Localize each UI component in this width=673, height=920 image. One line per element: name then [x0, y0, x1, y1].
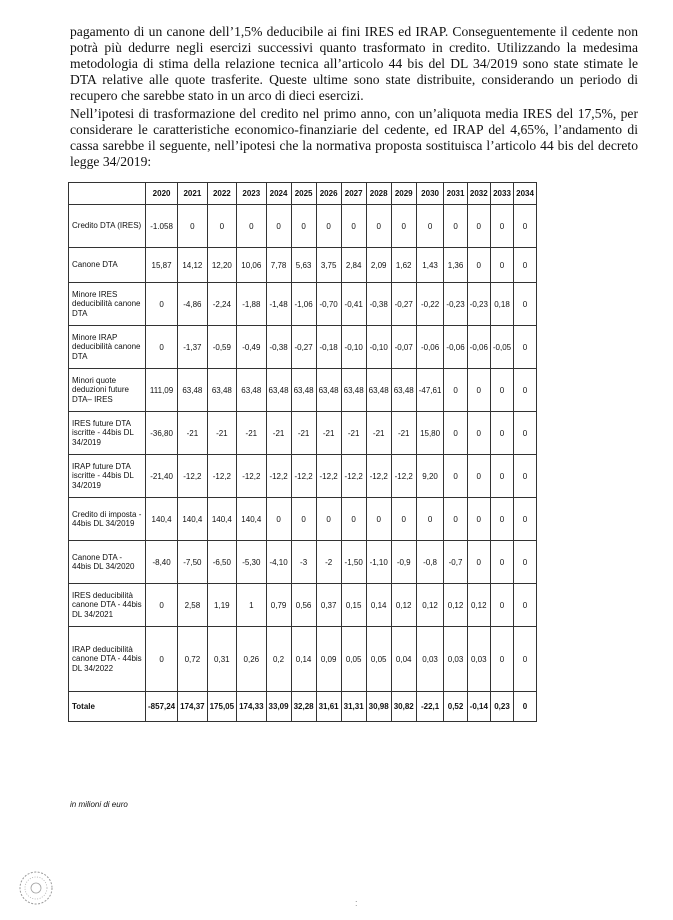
table-cell: 0: [316, 205, 341, 248]
table-cell: 15,87: [146, 248, 178, 283]
table-cell: -0,8: [416, 541, 444, 584]
table-cell: 0,26: [237, 627, 266, 692]
table-cell: 63,48: [391, 369, 416, 412]
table-row: [69, 369, 537, 412]
table-cell: 0,12: [416, 584, 444, 627]
table-cell: 140,4: [178, 498, 207, 541]
table-cell: 0: [391, 498, 416, 541]
table-cell: 0: [514, 627, 537, 692]
table-cell: -1,50: [341, 541, 366, 584]
table-cell: -47,61: [416, 369, 444, 412]
table-cell: 30,98: [366, 692, 391, 722]
table-cell: -21: [291, 412, 316, 455]
table-cell: 0: [444, 369, 467, 412]
table-cell: -21: [366, 412, 391, 455]
table-cell: -12,2: [291, 455, 316, 498]
table-cell: 0: [366, 498, 391, 541]
table-cell: 0: [467, 205, 490, 248]
table-cell: -0,27: [291, 326, 316, 369]
table-cell: -12,2: [316, 455, 341, 498]
table-cell: 0,52: [444, 692, 467, 722]
table-cell: -0,07: [391, 326, 416, 369]
table-cell: 0: [237, 205, 266, 248]
table-cell: 0: [416, 498, 444, 541]
table-cell: 0: [490, 205, 513, 248]
year-header: 2020: [146, 183, 178, 205]
paragraph-1: pagamento di un canone dell’1,5% deducibile ai fini IRES ed IRAP. Conseguentemente il cedente non potrà più dedurre negli esercizi successivi quanto trasformato in credito. Utilizzando la medesima metodologia di stima della relazione tecnica all’articolo 44 bis del DL 34/2019 sono state stimate le DTA relative alle quote trasferite. Queste ultime sono state distribuite, considerando un periodo di recupero che sarebbe stato in un arco di dieci esercizi.: [70, 23, 638, 104]
table-cell: 7,78: [266, 248, 291, 283]
table-cell: 0,03: [416, 627, 444, 692]
row-label: Credito di imposta - 44bis DL 34/2019: [69, 498, 146, 541]
table-cell: -0,06: [444, 326, 467, 369]
table-cell: -21: [207, 412, 236, 455]
table-row: [69, 412, 537, 455]
table-cell: -2,24: [207, 283, 236, 326]
table-cell: 174,37: [178, 692, 207, 722]
year-header: 2033: [490, 183, 513, 205]
table-cell: -12,2: [178, 455, 207, 498]
table-cell: 0: [514, 498, 537, 541]
table-row: [69, 205, 537, 248]
table-cell: 0: [514, 541, 537, 584]
table-cell: 0: [490, 541, 513, 584]
year-header: 2031: [444, 183, 467, 205]
table-body: [69, 205, 537, 722]
table-cell: -12,2: [207, 455, 236, 498]
table-cell: 1,43: [416, 248, 444, 283]
table-cell: -857,24: [146, 692, 178, 722]
table-cell: -3: [291, 541, 316, 584]
table-cell: -0,38: [266, 326, 291, 369]
table-cell: -0,41: [341, 283, 366, 326]
table-cell: 174,33: [237, 692, 266, 722]
year-header: 2028: [366, 183, 391, 205]
table-cell: 1: [237, 584, 266, 627]
year-header: 2034: [514, 183, 537, 205]
table-cell: 0: [146, 283, 178, 326]
table-cell: -0,59: [207, 326, 236, 369]
table-cell: 0: [467, 498, 490, 541]
table-cell: 0: [444, 498, 467, 541]
table-cell: -21: [237, 412, 266, 455]
table-cell: -0,70: [316, 283, 341, 326]
row-label: IRAP deducibilità canone DTA - 44bis DL 34/2022: [69, 627, 146, 692]
table-cell: 0: [391, 205, 416, 248]
table-cell: -4,86: [178, 283, 207, 326]
table-row: [69, 627, 537, 692]
table-cell: 9,20: [416, 455, 444, 498]
unit-note: in milioni di euro: [70, 800, 128, 809]
table-cell: -1,10: [366, 541, 391, 584]
table-header-row: [69, 183, 537, 205]
table-cell: 0: [514, 584, 537, 627]
table-cell: 1,62: [391, 248, 416, 283]
table-cell: 0: [341, 205, 366, 248]
table-cell: -0,22: [416, 283, 444, 326]
table-cell: 0: [490, 369, 513, 412]
year-header: 2023: [237, 183, 266, 205]
table-cell: 2,09: [366, 248, 391, 283]
table-cell: 0,09: [316, 627, 341, 692]
table-cell: 0: [266, 498, 291, 541]
table-cell: 0: [316, 498, 341, 541]
table-cell: 12,20: [207, 248, 236, 283]
cash-flow-table: [68, 182, 537, 722]
table-cell: 0: [467, 248, 490, 283]
table-row: [69, 326, 537, 369]
table-cell: 0: [514, 326, 537, 369]
table-cell: 2,84: [341, 248, 366, 283]
table-cell: -0,49: [237, 326, 266, 369]
table-cell: 0,12: [391, 584, 416, 627]
table-cell: 0,03: [444, 627, 467, 692]
table-cell: -21: [266, 412, 291, 455]
table-cell: 63,48: [316, 369, 341, 412]
table-cell: -1,88: [237, 283, 266, 326]
table-cell: -6,50: [207, 541, 236, 584]
table-cell: -0,27: [391, 283, 416, 326]
table-cell: 0: [444, 205, 467, 248]
table-cell: 0: [266, 205, 291, 248]
table-cell: 32,28: [291, 692, 316, 722]
table-cell: 0: [416, 205, 444, 248]
table-cell: -0,38: [366, 283, 391, 326]
table-cell: -0,18: [316, 326, 341, 369]
table-cell: -36,80: [146, 412, 178, 455]
table-cell: 0: [341, 498, 366, 541]
table-cell: 0: [490, 412, 513, 455]
table-cell: -0,9: [391, 541, 416, 584]
table-cell: -22,1: [416, 692, 444, 722]
table-row: [69, 692, 537, 722]
row-label: Canone DTA - 44bis DL 34/2020: [69, 541, 146, 584]
table-cell: 0: [146, 627, 178, 692]
table-cell: -0,06: [467, 326, 490, 369]
table-cell: 0: [291, 498, 316, 541]
table-cell: -2: [316, 541, 341, 584]
year-header: 2030: [416, 183, 444, 205]
table-cell: -0,10: [341, 326, 366, 369]
table-cell: 63,48: [291, 369, 316, 412]
row-label: Minore IRAP deducibilità canone DTA: [69, 326, 146, 369]
table-cell: 0,23: [490, 692, 513, 722]
table-cell: 0,05: [366, 627, 391, 692]
table-cell: 0,79: [266, 584, 291, 627]
table-cell: -5,30: [237, 541, 266, 584]
table-cell: 10,06: [237, 248, 266, 283]
table-cell: 0,05: [341, 627, 366, 692]
table-cell: -21: [316, 412, 341, 455]
table-cell: 0,56: [291, 584, 316, 627]
table-cell: 63,48: [178, 369, 207, 412]
table-cell: 111,09: [146, 369, 178, 412]
table-cell: 0,12: [467, 584, 490, 627]
year-header: 2026: [316, 183, 341, 205]
table-cell: 0: [178, 205, 207, 248]
table-cell: 0,2: [266, 627, 291, 692]
table-cell: 0,15: [341, 584, 366, 627]
table-cell: -7,50: [178, 541, 207, 584]
table-cell: 0: [514, 248, 537, 283]
table-row: [69, 541, 537, 584]
table-cell: -21: [178, 412, 207, 455]
row-label: IRES future DTA iscritte - 44bis DL 34/2019: [69, 412, 146, 455]
row-label: Canone DTA: [69, 248, 146, 283]
year-header: 2025: [291, 183, 316, 205]
table-cell: 0: [490, 248, 513, 283]
table-cell: 0,14: [291, 627, 316, 692]
table-cell: 0: [146, 584, 178, 627]
table-cell: 63,48: [266, 369, 291, 412]
table-cell: 0: [467, 541, 490, 584]
year-header: 2032: [467, 183, 490, 205]
row-label: Totale: [69, 692, 146, 722]
table-cell: 63,48: [207, 369, 236, 412]
table-cell: 0: [490, 455, 513, 498]
row-label: Minori quote deduzioni future DTA– IRES: [69, 369, 146, 412]
table-cell: 0: [467, 455, 490, 498]
table-cell: -1,48: [266, 283, 291, 326]
table-cell: -12,2: [266, 455, 291, 498]
year-header: 2021: [178, 183, 207, 205]
table-cell: 2,58: [178, 584, 207, 627]
table-cell: 0: [490, 584, 513, 627]
table-cell: 0,14: [366, 584, 391, 627]
table-cell: -4,10: [266, 541, 291, 584]
table-cell: -12,2: [366, 455, 391, 498]
table-cell: 1,19: [207, 584, 236, 627]
row-label: Minore IRES deducibilità canone DTA: [69, 283, 146, 326]
table-cell: -0,05: [490, 326, 513, 369]
table-cell: 0: [207, 205, 236, 248]
table-cell: 14,12: [178, 248, 207, 283]
table-cell: 0,12: [444, 584, 467, 627]
table-cell: -1.058: [146, 205, 178, 248]
table-cell: -0,10: [366, 326, 391, 369]
table-cell: 0: [490, 498, 513, 541]
table-cell: -12,2: [391, 455, 416, 498]
table-cell: -1,37: [178, 326, 207, 369]
table-cell: 0: [467, 412, 490, 455]
table-cell: 0: [291, 205, 316, 248]
year-header: 2029: [391, 183, 416, 205]
scan-mark: :: [355, 898, 358, 908]
table-cell: 15,80: [416, 412, 444, 455]
table-cell: 63,48: [366, 369, 391, 412]
table-cell: 31,31: [341, 692, 366, 722]
table-cell: 0,03: [467, 627, 490, 692]
table-cell: -21: [391, 412, 416, 455]
table-cell: -8,40: [146, 541, 178, 584]
official-stamp-icon: [18, 870, 54, 906]
table-cell: 31,61: [316, 692, 341, 722]
table-cell: 0: [146, 326, 178, 369]
table-cell: 0,72: [178, 627, 207, 692]
year-header: 2022: [207, 183, 236, 205]
table-row: [69, 455, 537, 498]
table-cell: 0: [467, 369, 490, 412]
table-cell: 0,04: [391, 627, 416, 692]
table-cell: -21: [341, 412, 366, 455]
table-cell: 63,48: [341, 369, 366, 412]
row-label: IRAP future DTA iscritte - 44bis DL 34/2019: [69, 455, 146, 498]
table-cell: 0,37: [316, 584, 341, 627]
table-cell: 0: [514, 455, 537, 498]
table-cell: 30,82: [391, 692, 416, 722]
table-cell: 1,36: [444, 248, 467, 283]
table-row: [69, 283, 537, 326]
table-cell: -0,23: [444, 283, 467, 326]
table-cell: 0: [366, 205, 391, 248]
table-cell: -0,06: [416, 326, 444, 369]
table-cell: -0,23: [467, 283, 490, 326]
table-cell: 33,09: [266, 692, 291, 722]
table-cell: -0,7: [444, 541, 467, 584]
table-cell: 0: [444, 412, 467, 455]
table-cell: -0,14: [467, 692, 490, 722]
row-label: IRES deducibilità canone DTA - 44bis DL 34/2021: [69, 584, 146, 627]
table-cell: 3,75: [316, 248, 341, 283]
paragraph-2: Nell’ipotesi di trasformazione del credito nel primo anno, con un’aliquota media IRES del 17,5%, per considerare le caratteristiche economico-finanziarie del cedente, ed IRAP del 4,65%, l’andamento di cassa sarebbe il seguente, nell’ipotesi che la normativa proposta sostituisca l’articolo 44 bis del decreto legge 34/2019:: [70, 105, 638, 170]
table-cell: 5,63: [291, 248, 316, 283]
table-row: [69, 248, 537, 283]
table-cell: 0: [444, 455, 467, 498]
table-cell: 0: [514, 205, 537, 248]
table-cell: 0: [514, 692, 537, 722]
table-cell: 0: [514, 412, 537, 455]
table-cell: -21,40: [146, 455, 178, 498]
row-label: Credito DTA (IRES): [69, 205, 146, 248]
table-cell: 140,4: [146, 498, 178, 541]
table-cell: 0: [490, 627, 513, 692]
table-cell: 140,4: [207, 498, 236, 541]
table-cell: 63,48: [237, 369, 266, 412]
table-cell: -12,2: [237, 455, 266, 498]
table-corner-cell: [69, 183, 146, 205]
year-header: 2027: [341, 183, 366, 205]
table-row: [69, 498, 537, 541]
table-row: [69, 584, 537, 627]
table-cell: 175,05: [207, 692, 236, 722]
table-cell: 0,31: [207, 627, 236, 692]
table-cell: 0: [514, 369, 537, 412]
table-cell: -1,06: [291, 283, 316, 326]
table-cell: 0,18: [490, 283, 513, 326]
table-cell: 140,4: [237, 498, 266, 541]
year-header: 2024: [266, 183, 291, 205]
table-cell: 0: [514, 283, 537, 326]
table-cell: -12,2: [341, 455, 366, 498]
